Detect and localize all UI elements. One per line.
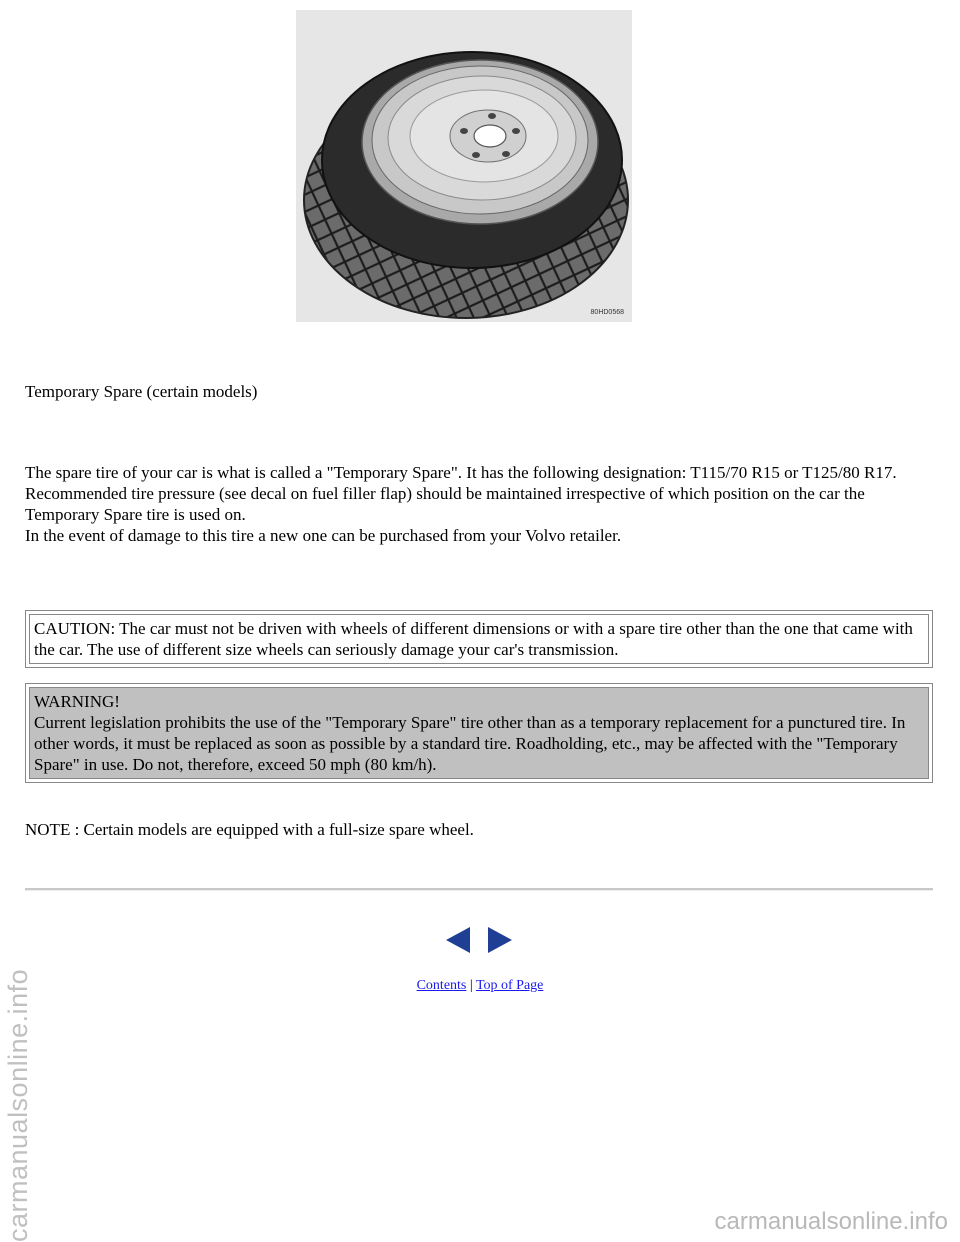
top-of-page-link[interactable]: Top of Page: [475, 978, 544, 993]
paragraph-replacement: In the event of damage to this tire a new one can be purchased from your Volvo retailer.: [25, 526, 622, 545]
previous-page-arrow-icon[interactable]: [446, 927, 470, 953]
warning-title: WARNING!: [34, 692, 120, 711]
horizontal-divider: [25, 888, 933, 891]
warning-box: [25, 683, 933, 783]
corner-watermark: carmanualsonline.info: [714, 1208, 948, 1235]
warning-text: Current legislation prohibits the use of the "Temporary Spare" tire other than as a temporary replacement for a punctured tire. In other words, it must be replaced as soon as possible by a standard tire. Roadholding, etc., may be affected with the "Temporary Spare" in use. Do not, therefore, exceed 50 mph (80 km/h).: [34, 713, 906, 774]
page-navigation: [446, 927, 516, 953]
spare-tire-illustration: [296, 10, 632, 322]
paragraph-pressure: Recommended tire pressure (see decal on fuel filler flap) should be maintained irrespective of which position on the car the Temporary Spare tire is used on.: [25, 484, 865, 524]
footer-links: [0, 978, 960, 994]
body-text: [25, 462, 930, 546]
caution-box: [25, 610, 933, 668]
side-watermark: carmanualsonline.info: [3, 968, 33, 1242]
spare-tire-graphic: [296, 10, 632, 322]
figure-code: 80HD0568: [590, 309, 624, 316]
paragraph-designation: The spare tire of your car is what is called a "Temporary Spare". It has the following designation: T115/70 R15 or T125/80 R17.: [25, 463, 897, 482]
note-text: NOTE : Certain models are equipped with a full-size spare wheel.: [25, 820, 474, 839]
contents-link[interactable]: Contents: [416, 978, 467, 993]
caution-text: CAUTION: The car must not be driven with wheels of different dimensions or with a spare tire other than the one that came with the car. The use of different size wheels can seriously damage your car's transmission.: [34, 619, 913, 659]
next-page-arrow-icon[interactable]: [488, 927, 512, 953]
link-separator: |: [469, 978, 473, 993]
figure-caption: Temporary Spare (certain models): [25, 382, 258, 401]
